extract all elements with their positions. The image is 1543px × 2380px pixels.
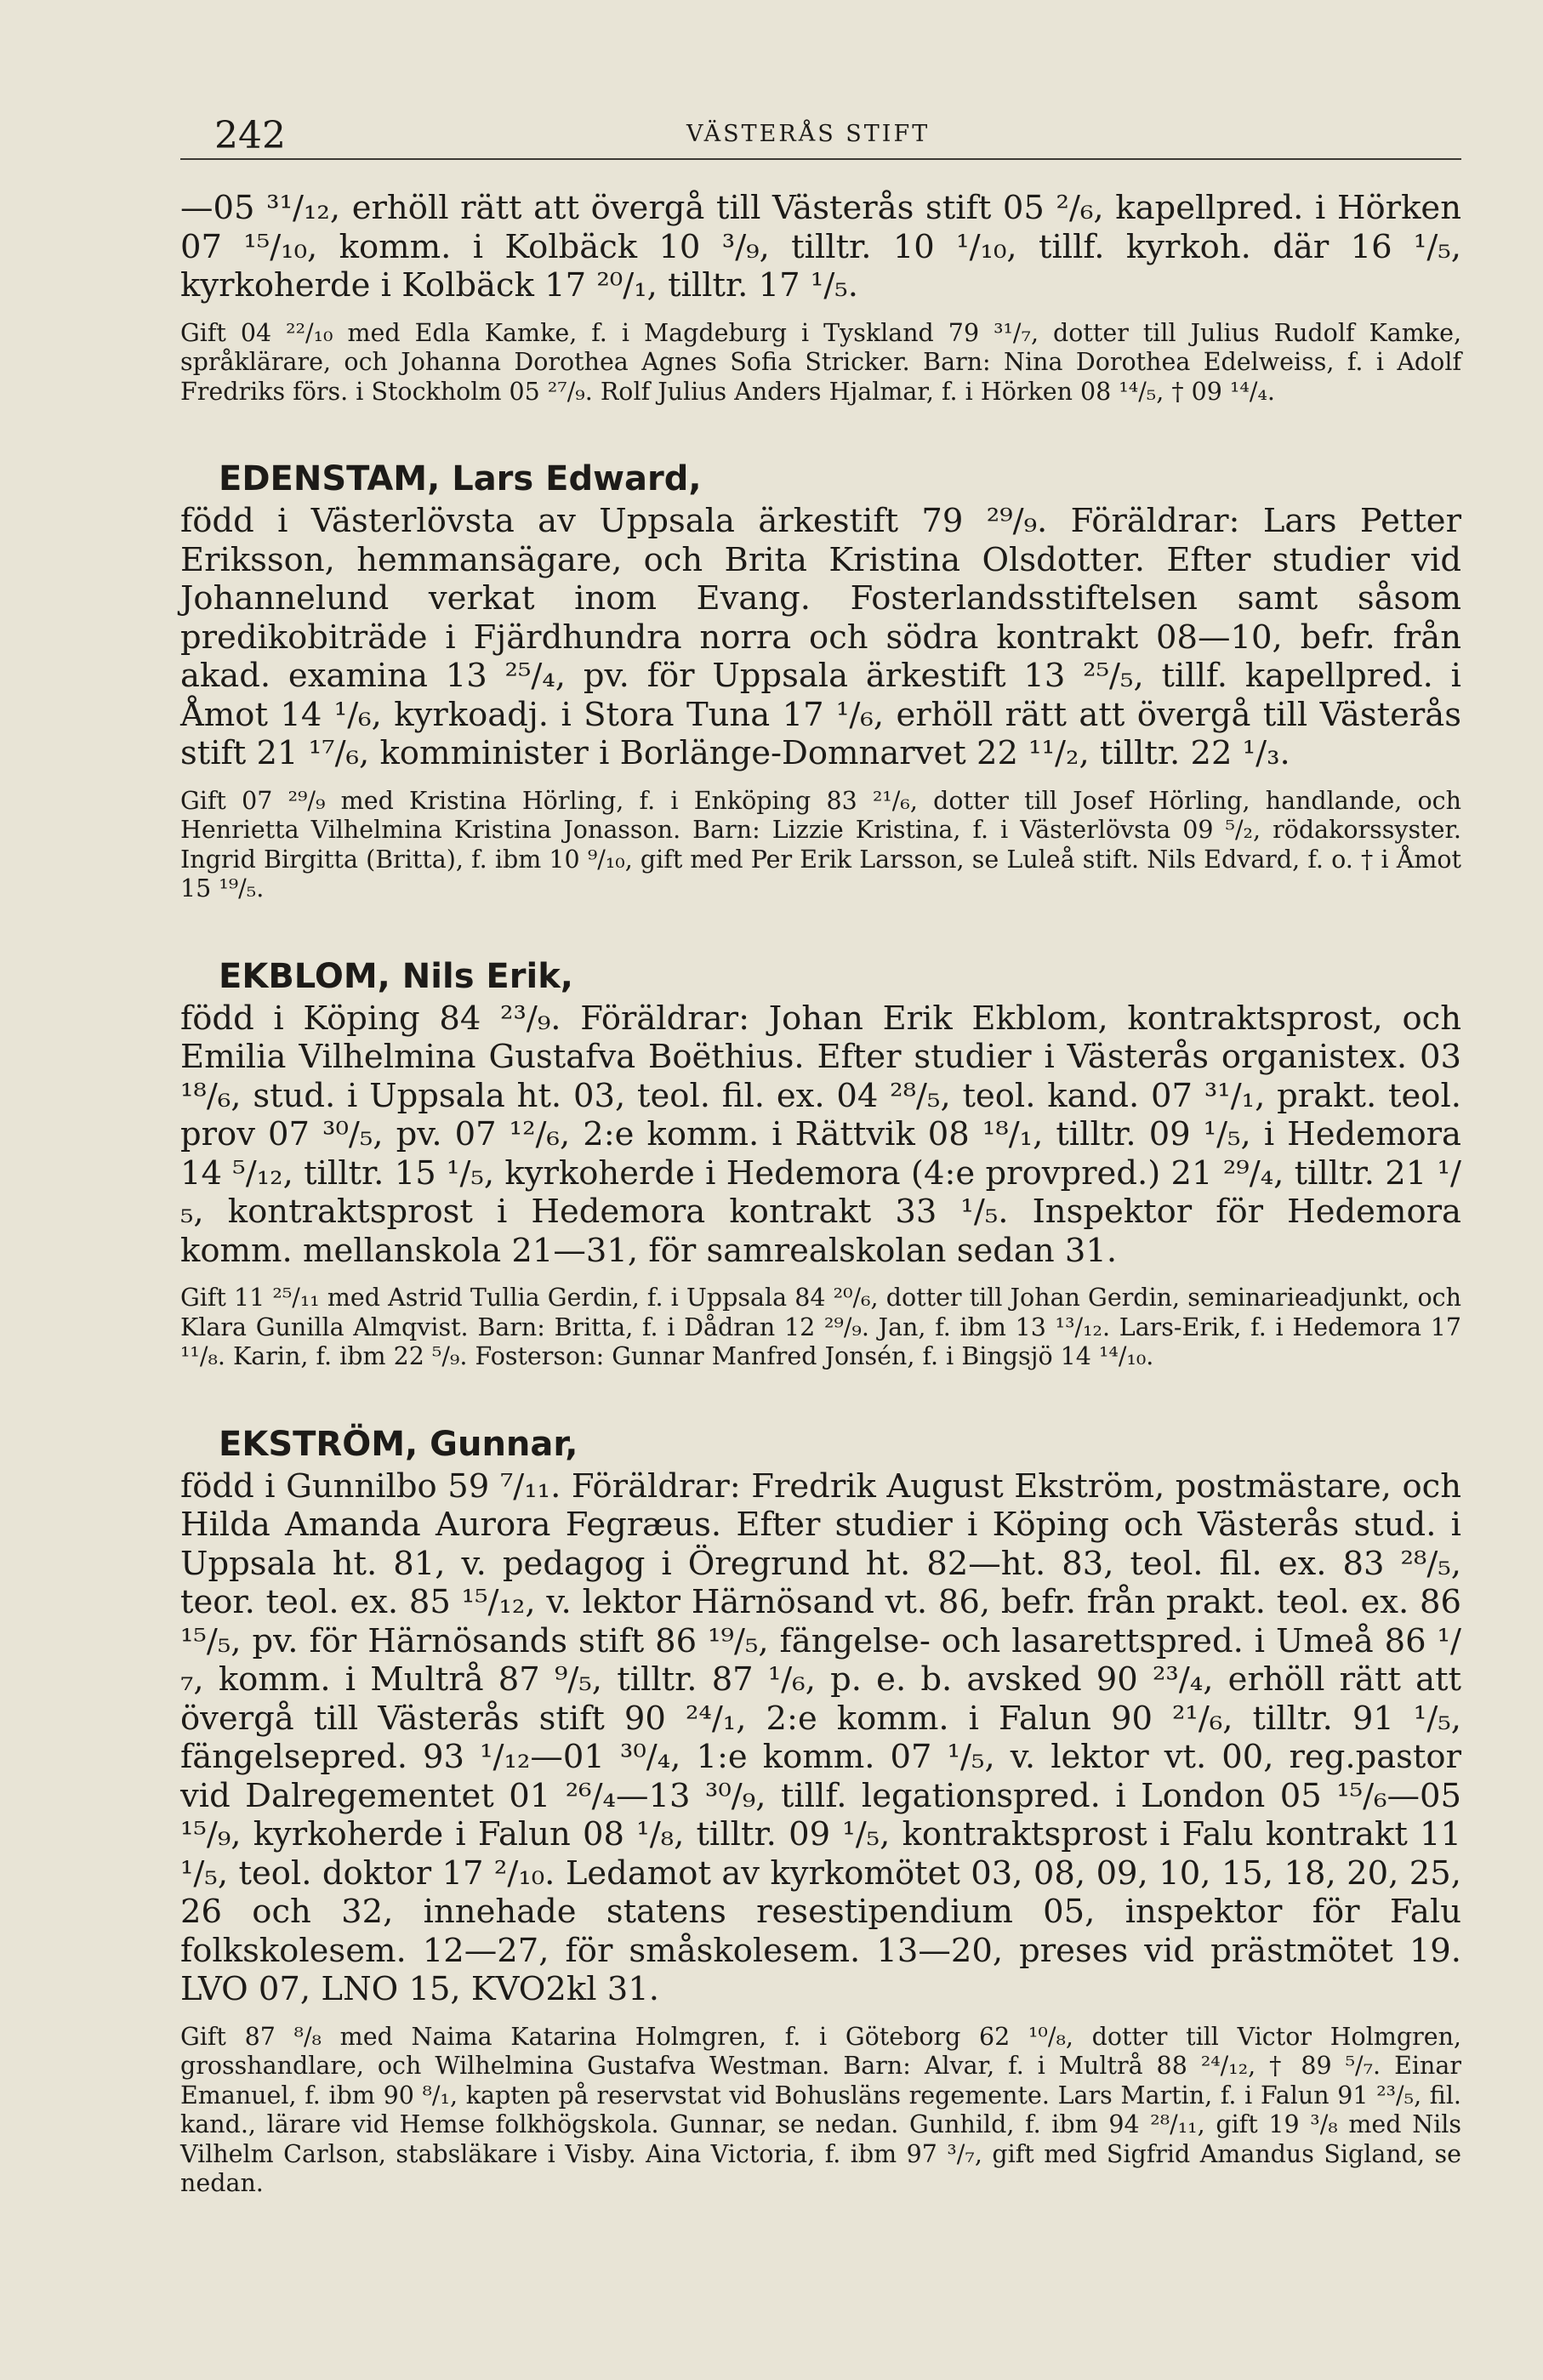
entry-family: Gift 04 ²²/₁₀ med Edla Kamke, f. i Magdeburg i Tyskland 79 ³¹/₇, dotter till Julius Rudolf Kamke, språklärare, och Johanna Dorothea Agnes Sofia Stricker. Barn: Nina Dorothea Edelweiss, f. i Adolf Fredriks förs. i Stockholm 05 ²⁷/₉. Rolf Julius Anders Hjalmar, f. i Hörken 08 ¹⁴/₅, † 09 ¹⁴/₄. xyxy=(180,318,1461,406)
entry-body: född i Västerlövsta av Uppsala ärkestift 79 ²⁹/₉. Föräldrar: Lars Petter Eriksson, hemmansägare, och Brita Kristina Olsdotter. Efter studier vid Johannelund verkat inom Evang. Fosterlandsstiftelsen samt såsom predikobiträde i Fjärdhundra norra och södra kontrakt 08—10, befr. från akad. examina 13 ²⁵/₄, pv. för Uppsala ärkestift 13 ²⁵/₅, tillf. kapellpred. i Åmot 14 ¹/₆, kyrkoadj. i Stora Tuna 17 ¹/₆, erhöll rätt att övergå till Västerås stift 21 ¹⁷/₆, komminister i Borlänge-Domnarvet 22 ¹¹/₂, tilltr. 22 ¹/₃. xyxy=(180,502,1461,772)
entry-edenstam xyxy=(180,458,1461,904)
running-title: VÄSTERÅS STIFT xyxy=(686,121,931,147)
entry-family: Gift 87 ⁸/₈ med Naima Katarina Holmgren, f. i Göteborg 62 ¹⁰/₈, dotter till Victor Holmgren, grosshandlare, och Wilhelmina Gustafva Westman. Barn: Alvar, f. i Multrå 88 ²⁴/₁₂, † 89 ⁵/₇. Einar Emanuel, f. ibm 90 ⁸/₁, kapten på reservstat vid Bohusläns regemente. Lars Martin, f. i Falun 91 ²³/₅, fil. kand., lärare vid Hemse folkhögskola. Gunnar, se nedan. Gunhild, f. ibm 94 ²⁸/₁₁, gift 19 ³/₈ med Nils Vilhelm Carlson, stabsläkare i Visby. Aina Victoria, f. ibm 97 ³/₇, gift med Sigfrid Amandus Sigland, se nedan. xyxy=(180,2022,1461,2197)
running-header xyxy=(180,111,1461,160)
page-content xyxy=(180,189,1461,2199)
entry-body: född i Köping 84 ²³/₉. Föräldrar: Johan Erik Ekblom, kontraktsprost, och Emilia Vilhelmina Gustafva Boëthius. Efter studier i Västerås organistex. 03 ¹⁸/₆, stud. i Uppsala ht. 03, teol. fil. ex. 04 ²⁸/₅, teol. kand. 07 ³¹/₁, prakt. teol. prov 07 ³⁰/₅, pv. 07 ¹²/₆, 2:e komm. i Rättvik 08 ¹⁸/₁, tilltr. 09 ¹/₅, i Hedemora 14 ⁵/₁₂, tilltr. 15 ¹/₅, kyrkoherde i Hedemora (4:e provpred.) 21 ²⁹/₄, tilltr. 21 ¹/₅, kontraktsprost i Hedemora kontrakt 33 ¹/₅. Inspektor för Hedemora komm. mellanskola 21—31, för samrealskolan sedan 31. xyxy=(180,999,1461,1270)
entry-continued xyxy=(180,189,1461,407)
entry-heading: EKSTRÖM, Gunnar, xyxy=(219,1424,578,1464)
entry-family: Gift 07 ²⁹/₉ med Kristina Hörling, f. i Enköping 83 ²¹/₆, dotter till Josef Hörling, handlande, och Henrietta Vilhelmina Kristina Jonasson. Barn: Lizzie Kristina, f. i Västerlövsta 09 ⁵/₂, rödakorssyster. Ingrid Birgitta (Britta), f. ibm 10 ⁹/₁₀, gift med Per Erik Larsson, se Luleå stift. Nils Edvard, f. o. † i Åmot 15 ¹⁹/₅. xyxy=(180,786,1461,902)
entry-body: —05 ³¹/₁₂, erhöll rätt att övergå till Västerås stift 05 ²/₆, kapellpred. i Hörken 07 ¹⁵/₁₀, komm. i Kolbäck 10 ³/₉, tilltr. 10 ¹/₁₀, tillf. kyrkoh. där 16 ¹/₅, kyrkoherde i Kolbäck 17 ²⁰/₁, tilltr. 17 ¹/₅. xyxy=(180,189,1461,305)
page-number: 242 xyxy=(214,114,286,157)
entry-heading: EKBLOM, Nils Erik, xyxy=(219,956,573,996)
entry-body: född i Gunnilbo 59 ⁷/₁₁. Föräldrar: Fredrik August Ekström, postmästare, och Hilda Amanda Aurora Fegræus. Efter studier i Köping och Västerås stud. i Uppsala ht. 81, v. pedagog i Öregrund ht. 82—ht. 83, teol. fil. ex. 83 ²⁸/₅, teor. teol. ex. 85 ¹⁵/₁₂, v. lektor Härnösand vt. 86, befr. från prakt. teol. ex. 86 ¹⁵/₅, pv. för Härnösands stift 86 ¹⁹/₅, fängelse- och lasarettspred. i Umeå 86 ¹/₇, komm. i Multrå 87 ⁹/₅, tilltr. 87 ¹/₆, p. e. b. avsked 90 ²³/₄, erhöll rätt att övergå till Västerås stift 90 ²⁴/₁, 2:e komm. i Falun 90 ²¹/₆, tilltr. 91 ¹/₅, fängelsepred. 93 ¹/₁₂—01 ³⁰/₄, 1:e komm. 07 ¹/₅, v. lektor vt. 00, reg.pastor vid Dalregementet 01 ²⁶/₄—13 ³⁰/₉, tillf. legationspred. i London 05 ¹⁵/₆—05 ¹⁵/₉, kyrkoherde i Falun 08 ¹/₈, tilltr. 09 ¹/₅, kontraktsprost i Falu kontrakt 11 ¹/₅, teol. doktor 17 ²/₁₀. Ledamot av kyrkomötet 03, 08, 09, 10, 15, 18, 20, 25, 26 och 32, innehade statens resestipendium 05, inspektor för Falu folkskolesem. 12—27, för småskolesem. 13—20, preses vid prästmötet 19. LVO 07, LNO 15, KVO2kl 31. xyxy=(180,1466,1461,2008)
entry-ekblom xyxy=(180,955,1461,1372)
entry-family: Gift 11 ²⁵/₁₁ med Astrid Tullia Gerdin, f. i Uppsala 84 ²⁰/₆, dotter till Johan Gerdin, seminarieadjunkt, och Klara Gunilla Almqvist. Barn: Britta, f. i Dådran 12 ²⁹/₉. Jan, f. ibm 13 ¹³/₁₂. Lars-Erik, f. i Hedemora 17 ¹¹/₈. Karin, f. ibm 22 ⁵/₉. Fosterson: Gunnar Manfred Jonsén, f. i Bingsjö 14 ¹⁴/₁₀. xyxy=(180,1284,1461,1370)
entry-heading: EDENSTAM, Lars Edward, xyxy=(219,459,702,498)
entry-ekstrom xyxy=(180,1423,1461,2199)
